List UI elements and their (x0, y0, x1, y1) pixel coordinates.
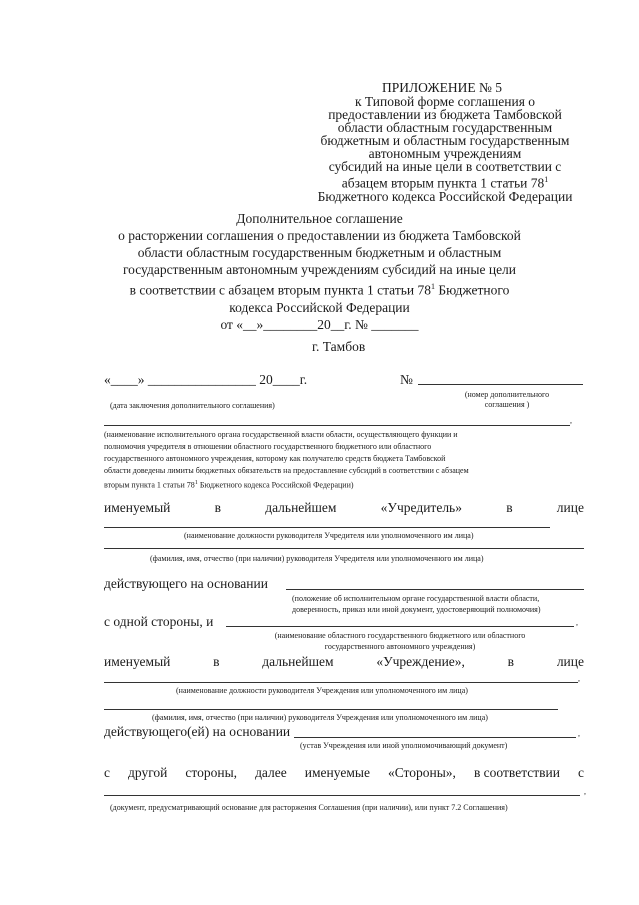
row-founder-named: именуемый в дальнейшем «Учредитель» в лице (104, 500, 584, 515)
title-heading: Дополнительное соглашение (236, 211, 403, 226)
comma: , (584, 787, 586, 796)
institution-position-caption: (наименование должности руководителя Учреждения или уполномоченного им лица) (176, 686, 468, 695)
founder-position-line (104, 527, 550, 528)
founder-description (104, 429, 584, 492)
appendix-line: области областным государственным (337, 120, 553, 135)
founder-desc-line: полномочия учредителя в отношении областного государственного бюджетного или областного (104, 442, 432, 451)
comma: , (578, 674, 580, 683)
document-title (0, 210, 639, 333)
appendix-text (300, 95, 590, 203)
acting-basis-label: действующего на основании (104, 576, 268, 591)
institution-line (226, 626, 574, 627)
institution-position-line (104, 682, 578, 683)
appendix-line: к Типовой форме соглашения о (354, 94, 536, 109)
termination-caption: (документ, предусматривающий основание для расторжения Соглашения (при наличии), или пункт 7.2 Соглашения) (110, 803, 508, 812)
appendix-line: субсидий на иные цели в соответствии с (328, 159, 562, 174)
title-line: в соответствии с абзацем вторым пункта 1 статьи $78^1$ Бюджетного (129, 282, 510, 298)
number-line (418, 384, 583, 385)
institution-name-line (104, 709, 558, 710)
comma: , (578, 729, 580, 738)
founder-desc-line: вторым пункта 1 статьи $78^1$ Бюджетного кодекса Российской Федерации) (104, 480, 354, 490)
one-side-label: с одной стороны, и (104, 614, 214, 629)
row-other-side: с другой стороны, далее именуемые «Стороны», в соответствии с (104, 765, 584, 780)
comma: , (570, 416, 572, 425)
termination-line (104, 795, 580, 796)
institution-caption: (наименование областного государственного бюджетного или областного государственного автономного учреждения) (274, 631, 526, 651)
title-date-number: от «__»________20__г. № _______ (220, 316, 419, 332)
city: г. Тамбов (312, 339, 366, 354)
appendix-line: Бюджетного кодекса Российской Федерации (317, 188, 573, 204)
appendix-line: абзацем вторым пункта 1 статьи $78^1$ (341, 175, 549, 191)
charter-caption: (устав Учреждения или иной уполномочивающий документ) (300, 741, 508, 750)
date-caption: (дата заключения дополнительного соглашения) (110, 401, 275, 410)
founder-position-caption: (наименование должности руководителя Учредителя или уполномоченного им лица) (184, 531, 474, 540)
appendix-line: автономным учреждениям (368, 146, 522, 161)
institution-name-caption: (фамилия, имя, отчество (при наличии) руководителя Учреждения или уполномоченного им лица) (152, 713, 488, 722)
founder-desc-line: (наименование исполнительного органа государственной власти области, осуществляющего функции и (104, 430, 458, 439)
appendix-line: бюджетным и областным государственным (320, 133, 570, 148)
appendix-title: ПРИЛОЖЕНИЕ № 5 (381, 80, 503, 95)
agreement-date: «____» ________________ 20____г. (104, 372, 308, 387)
founder-name-caption: (фамилия, имя, отчество (при наличии) руководителя Учредителя или уполномоченного им лица) (150, 554, 484, 563)
founder-line (104, 425, 570, 426)
founder-name-line (104, 548, 584, 549)
title-line: о расторжении соглашения о предоставлении из бюджета Тамбовской (118, 228, 521, 243)
founder-desc-line: области доведены лимиты бюджетных обязательств на предоставление субсидий в соответствии с абзацем (104, 466, 469, 475)
basis-caption: (положение об исполнительном органе государственной власти области, доверенность, приказ или иной документ, удостоверяющий полномочия) (292, 594, 541, 614)
title-line: государственным автономным учреждениям субсидий на иные цели (122, 262, 517, 277)
title-line: области областным государственным бюджетным и областным (137, 245, 502, 260)
row-institution-named: именуемый в дальнейшем «Учреждение», в лице (104, 654, 584, 669)
number-label: № (400, 372, 413, 387)
title-line: кодекса Российской Федерации (229, 299, 410, 315)
appendix-line: предоставлении из бюджета Тамбовской (328, 107, 562, 122)
number-caption: (номер дополнительного соглашения ) (464, 390, 550, 409)
founder-desc-line: государственного автономного учреждения, которому как получателю средств бюджета Тамбовской (104, 454, 446, 463)
acting-basis-label-2: действующего(ей) на основании (104, 724, 291, 739)
comma: , (576, 618, 578, 627)
charter-line (294, 737, 576, 738)
basis-line (286, 589, 584, 590)
